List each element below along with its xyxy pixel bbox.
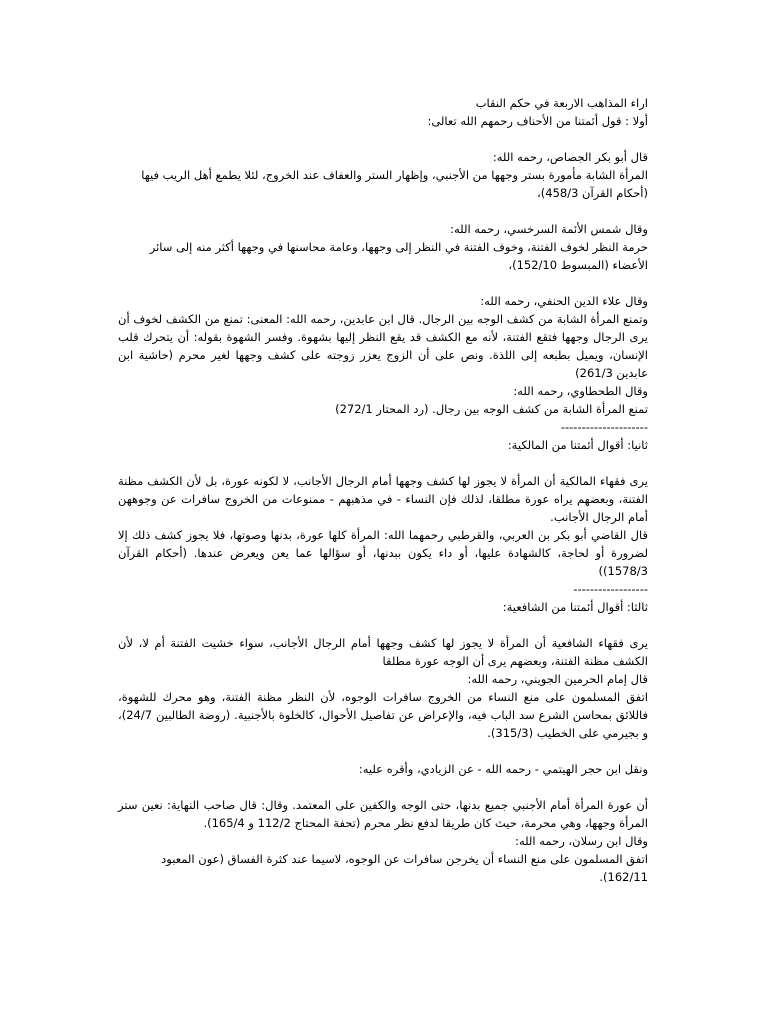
separator-line: ------------------ xyxy=(573,582,648,596)
jassas-quote: المرأة الشابة مأمورة بستر وجهها من الأجنبي، وإظهار الستر والعفاف عند الخروج، لئلا يطمع أهل الريب فيها (أحكام القرآن 458/3)، xyxy=(141,168,648,200)
ibn-raslan-intro: وقال ابن رسلان، رحمه الله: xyxy=(515,834,648,848)
awra-quote: أن عورة المرأة أمام الأجنبي جميع بدنها، حتى الوجه والكفين على المعتمد. وقال: قال صاحب النهاية: نعين ستر المرأة وجهها، وهي محرمة، حيث كان طريقا لدفع نظر محرم (تحفة المحتاج 112/2 و 165/4). xyxy=(118,798,648,830)
alauddin-intro: وقال علاء الدين الحنفي، رحمه الله: xyxy=(480,294,648,308)
juwayni-quote: اتفق المسلمون على منع النساء من الخروج سافرات الوجوه، لأن النظر مظنة الفتنة، وهو محرك للشهوة، فاللائق بمحاسن الشرع سد الباب فيه، والإعراض عن تفاصيل الأحوال، كالخلوة بالأجنبية. (روضة الطالبين 24/7)، و بجيرمي على الخطيب (315/3). xyxy=(118,690,648,740)
sarakhsi-quote: حرمة النظر لخوف الفتنة، وخوف الفتنة في النظر إلى وجهها، وعامة محاسنها في وجهها أكثر منه إلى سائر الأعضاء (المبسوط 152/10)، xyxy=(149,240,648,272)
tahtawi-quote: تمنع المرأة الشابة من كشف الوجه بين رجال. (رد المحتار 272/1) xyxy=(335,402,648,416)
spacer xyxy=(118,202,648,220)
document-page xyxy=(118,94,648,886)
spacer xyxy=(118,742,648,760)
ibn-hajar-intro: ونقل ابن حجر الهيتمي - رحمه الله - عن الزيادي، وأقره عليه: xyxy=(358,762,648,776)
shafii-paragraph: يرى فقهاء الشافعية أن المرأة لا يجوز لها كشف وجهها أمام الرجال الأجانب، سواء خشيت الفتنة أم لا، لأن الكشف مظنة الفتنة، وبعضهم يرى أن الوجه عورة مطلقا xyxy=(118,636,648,668)
spacer xyxy=(118,778,648,796)
spacer xyxy=(118,454,648,472)
section-heading-hanafi: أولا : قول أئمتنا من الأحناف رحمهم الله تعالى: xyxy=(427,114,648,128)
alauddin-quote: وتمنع المرأة الشابة من كشف الوجه بين الرجال. قال ابن عابدين، رحمه الله: المعنى: تمنع من الكشف لخوف أن يرى الرجال وجهها فتقع الفتنة، لأنه مع الكشف قد يقع النظر إليها بشهوة. وفسر الشهوة بقوله: أن يتحرك قلب الإنسان، ويميل بطبعه إلى اللذة. ونص على أن الزوج يعزر زوجته على كشف وجهها لغير محرم (حاشية ابن عابدين 261/3) xyxy=(118,312,648,380)
sarakhsi-intro: وقال شمس الأئمة السرخسي، رحمه الله: xyxy=(450,222,648,236)
ibn-raslan-quote: اتفق المسلمون على منع النساء أن يخرجن سافرات عن الوجوه، لاسيما عند كثرة الفساق (عون المعبود 162/11). xyxy=(161,852,648,884)
document-title: اراء المذاهب الاربعة في حكم النقاب xyxy=(475,96,648,110)
spacer xyxy=(118,130,648,148)
spacer xyxy=(118,616,648,634)
section-heading-maliki: ثانيا: أقوال أئمتنا من المالكية: xyxy=(507,438,648,452)
juwayni-intro: قال إمام الحرمين الجويني، رحمه الله: xyxy=(467,672,648,686)
tahtawi-intro: وقال الطحطاوي، رحمه الله: xyxy=(513,384,648,398)
separator-line: --------------------- xyxy=(560,420,648,434)
maliki-paragraph: يرى فقهاء المالكية أن المرأة لا يجوز لها كشف وجهها أمام الرجال الأجانب، لا لكونه عورة، بل لأن الكشف مظنة الفتنة، وبعضهم يراه عورة مطلقا، لذلك فإن النساء - في مذهبهم - ممنوعات من الخروج سافرات عن وجوههن أمام الرجال الأجانب. xyxy=(118,474,648,524)
jassas-intro: قال أبو بكر الجصاص، رحمه الله: xyxy=(492,150,648,164)
ibn-arabi-quote: قال القاضي أبو بكر بن العربي، والقرطبي رحمهما الله: المرأة كلها عورة، بدنها وصوتها، فلا يجوز كشف ذلك إلا لضرورة أو لحاجة، كالشهادة عليها، أو داء يكون ببدنها، أو سؤالها عما يعن ويعرض عندها. (أحكام القرآن 1578/3)) xyxy=(118,528,648,578)
spacer xyxy=(118,274,648,292)
section-heading-shafii: ثالثا: أقوال أئمتنا من الشافعية: xyxy=(502,600,648,614)
